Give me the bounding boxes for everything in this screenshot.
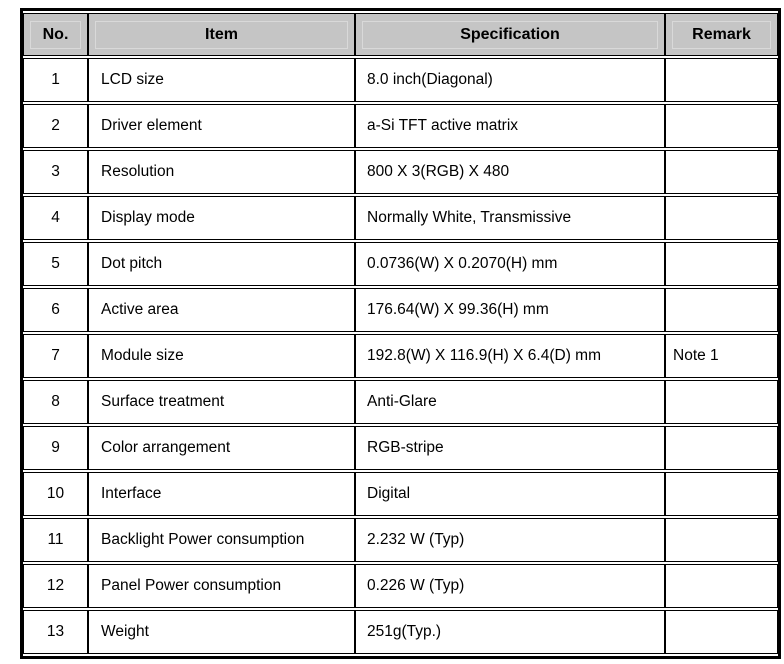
spec-cell: 0.226 W (Typ) bbox=[355, 564, 665, 608]
header-specification bbox=[355, 13, 665, 56]
item-cell: Surface treatment bbox=[88, 380, 355, 424]
no-cell: 7 bbox=[23, 334, 88, 378]
no-cell: 5 bbox=[23, 242, 88, 286]
table-row bbox=[23, 288, 778, 332]
no-cell: 4 bbox=[23, 196, 88, 240]
no-cell: 2 bbox=[23, 104, 88, 148]
item-cell: Color arrangement bbox=[88, 426, 355, 470]
table-row bbox=[23, 196, 778, 240]
item-cell: Display mode bbox=[88, 196, 355, 240]
specification-table bbox=[20, 8, 781, 659]
spec-cell: 800 X 3(RGB) X 480 bbox=[355, 150, 665, 194]
no-cell: 10 bbox=[23, 472, 88, 516]
table-row bbox=[23, 518, 778, 562]
table-row bbox=[23, 564, 778, 608]
header-no-label: No. bbox=[30, 21, 81, 49]
header-remark bbox=[665, 13, 778, 56]
item-cell: Module size bbox=[88, 334, 355, 378]
remark-cell bbox=[665, 610, 778, 654]
remark-cell bbox=[665, 58, 778, 102]
remark-cell bbox=[665, 150, 778, 194]
no-cell: 6 bbox=[23, 288, 88, 332]
spec-cell: RGB-stripe bbox=[355, 426, 665, 470]
remark-cell bbox=[665, 426, 778, 470]
remark-cell bbox=[665, 472, 778, 516]
spec-cell: Digital bbox=[355, 472, 665, 516]
table-row bbox=[23, 104, 778, 148]
header-item bbox=[88, 13, 355, 56]
spec-cell: 8.0 inch(Diagonal) bbox=[355, 58, 665, 102]
table-row bbox=[23, 472, 778, 516]
spec-cell: a-Si TFT active matrix bbox=[355, 104, 665, 148]
spec-cell: 192.8(W) X 116.9(H) X 6.4(D) mm bbox=[355, 334, 665, 378]
item-cell: Weight bbox=[88, 610, 355, 654]
item-cell: Panel Power consumption bbox=[88, 564, 355, 608]
no-cell: 12 bbox=[23, 564, 88, 608]
item-cell: Dot pitch bbox=[88, 242, 355, 286]
remark-cell bbox=[665, 242, 778, 286]
header-remark-label: Remark bbox=[672, 21, 771, 49]
spec-cell: Normally White, Transmissive bbox=[355, 196, 665, 240]
spec-cell: 176.64(W) X 99.36(H) mm bbox=[355, 288, 665, 332]
table-header-row bbox=[23, 13, 778, 56]
remark-cell bbox=[665, 196, 778, 240]
remark-cell bbox=[665, 380, 778, 424]
remark-cell bbox=[665, 104, 778, 148]
spec-cell: 2.232 W (Typ) bbox=[355, 518, 665, 562]
no-cell: 13 bbox=[23, 610, 88, 654]
no-cell: 11 bbox=[23, 518, 88, 562]
item-cell: LCD size bbox=[88, 58, 355, 102]
spec-cell: 0.0736(W) X 0.2070(H) mm bbox=[355, 242, 665, 286]
spec-cell: 251g(Typ.) bbox=[355, 610, 665, 654]
no-cell: 3 bbox=[23, 150, 88, 194]
no-cell: 8 bbox=[23, 380, 88, 424]
table-row bbox=[23, 242, 778, 286]
no-cell: 1 bbox=[23, 58, 88, 102]
header-item-label: Item bbox=[95, 21, 348, 49]
spec-cell: Anti-Glare bbox=[355, 380, 665, 424]
remark-cell: Note 1 bbox=[665, 334, 778, 378]
table-row bbox=[23, 610, 778, 654]
table-row bbox=[23, 334, 778, 378]
header-specification-label: Specification bbox=[362, 21, 658, 49]
no-cell: 9 bbox=[23, 426, 88, 470]
table-row bbox=[23, 150, 778, 194]
item-cell: Active area bbox=[88, 288, 355, 332]
remark-cell bbox=[665, 288, 778, 332]
remark-cell bbox=[665, 518, 778, 562]
remark-cell bbox=[665, 564, 778, 608]
table-row bbox=[23, 58, 778, 102]
item-cell: Resolution bbox=[88, 150, 355, 194]
item-cell: Driver element bbox=[88, 104, 355, 148]
table-row bbox=[23, 426, 778, 470]
item-cell: Backlight Power consumption bbox=[88, 518, 355, 562]
item-cell: Interface bbox=[88, 472, 355, 516]
header-no bbox=[23, 13, 88, 56]
table-row bbox=[23, 380, 778, 424]
